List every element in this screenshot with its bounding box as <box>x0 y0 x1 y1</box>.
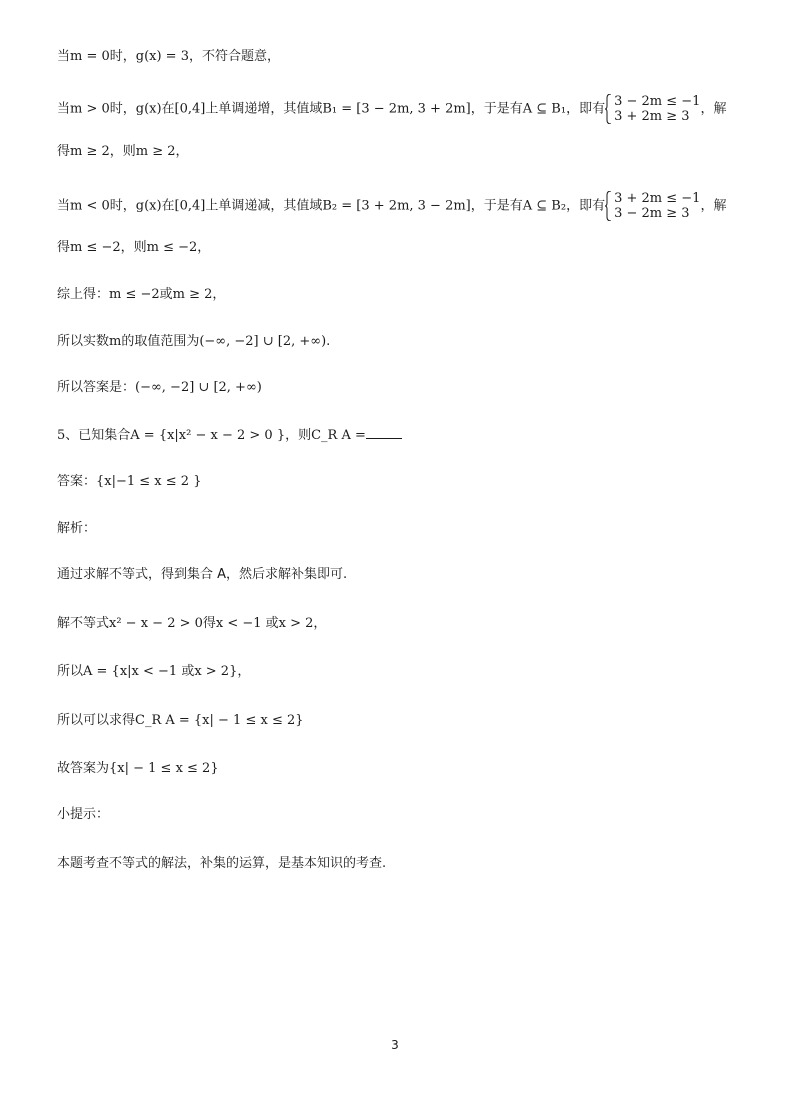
question-5 <box>57 426 402 445</box>
system-row: 3 − 2m ≥ 3 <box>614 206 690 221</box>
page-number: 3 <box>391 1038 399 1052</box>
summary-line: 综上得：m ≤ −2或m ≥ 2， <box>57 287 226 302</box>
analysis-line-5: 故答案为{x| − 1 ≤ x ≤ 2} <box>57 761 219 776</box>
brace-icon <box>605 191 612 221</box>
question-5-text: 5、已知集合A = {x|x² − x − 2 > 0 }，则C_R A = <box>57 428 366 443</box>
tip-label: 小提示： <box>57 807 110 822</box>
analysis-line-2: 解不等式x² − x − 2 > 0得x < −1 或x > 2， <box>57 616 327 631</box>
inequality-system <box>605 94 700 124</box>
answer-line: 所以答案是：(−∞, −2] ∪ [2, +∞) <box>57 380 262 395</box>
range-line: 所以实数m的取值范围为(−∞, −2] ∪ [2, +∞). <box>57 334 331 349</box>
case-m-positive <box>57 94 726 124</box>
case-m-negative-text: 当m < 0时，g(x)在[0,4]上单调递减，其值域B₂ = [3 + 2m, 3 − 2m]，于是有A ⊆ B₂，即有 <box>57 198 606 214</box>
case-m-positive-text: 当m > 0时，g(x)在[0,4]上单调递增，其值域B₁ = [3 − 2m, 3 + 2m]，于是有A ⊆ B₁，即有 <box>57 101 606 117</box>
analysis-label: 解析： <box>57 521 97 536</box>
analysis-line-3: 所以A = {x|x < −1 或x > 2}， <box>57 664 251 679</box>
analysis-line-1: 通过求解不等式，得到集合 A，然后求解补集即可. <box>57 567 348 582</box>
system-row: 3 + 2m ≥ 3 <box>614 109 690 124</box>
brace-icon <box>605 94 612 124</box>
line-suffix: ，解 <box>700 101 727 117</box>
analysis-line-4: 所以可以求得C_R A = {x| − 1 ≤ x ≤ 2} <box>57 713 304 728</box>
system-row: 3 − 2m ≤ −1 <box>614 94 701 109</box>
case-m-zero: 当m = 0时，g(x) = 3，不符合题意， <box>57 49 280 64</box>
case-m-positive-result: 得m ≥ 2，则m ≥ 2， <box>57 144 189 159</box>
answer-blank <box>366 426 402 439</box>
tip-text: 本题考查不等式的解法，补集的运算，是基本知识的考查. <box>57 856 387 871</box>
answer-label-line: 答案：{x|−1 ≤ x ≤ 2 } <box>57 474 202 489</box>
case-m-negative-result: 得m ≤ −2，则m ≤ −2， <box>57 240 211 255</box>
case-m-negative <box>57 191 726 221</box>
system-row: 3 + 2m ≤ −1 <box>614 191 701 206</box>
line-suffix: ，解 <box>700 198 727 214</box>
inequality-system <box>605 191 700 221</box>
